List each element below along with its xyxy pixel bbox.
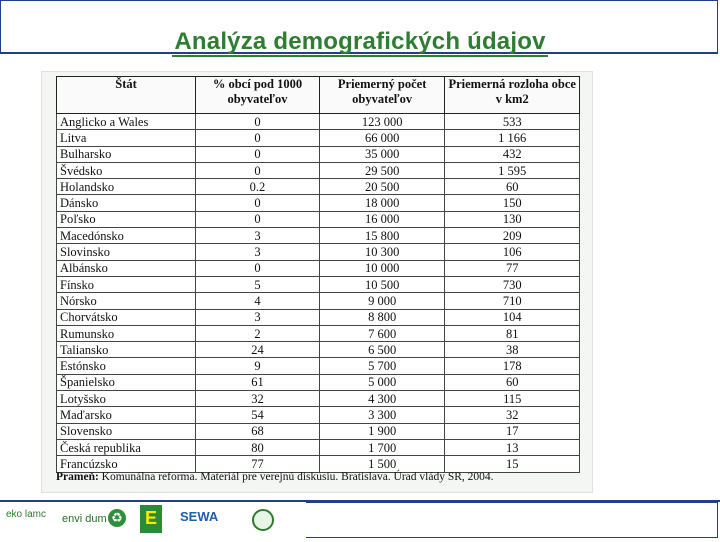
- cell-country: Rumunsko: [57, 325, 196, 341]
- cell-country: Slovinsko: [57, 244, 196, 260]
- cell-avg-area: 104: [445, 309, 580, 325]
- table-row: [57, 293, 580, 309]
- cell-country: Švédsko: [57, 162, 196, 178]
- cell-percent-small: 2: [196, 325, 320, 341]
- cell-avg-population: 123 000: [319, 114, 445, 130]
- cell-country: Anglicko a Wales: [57, 114, 196, 130]
- cell-avg-area: 60: [445, 374, 580, 390]
- envidum-logo: envi dum: [62, 513, 107, 525]
- table-header-row: [57, 77, 580, 114]
- cell-avg-population: 10 500: [319, 276, 445, 292]
- table-row: [57, 179, 580, 195]
- table-row: [57, 130, 580, 146]
- table-row: [57, 374, 580, 390]
- cell-avg-population: 7 600: [319, 325, 445, 341]
- cell-percent-small: 0: [196, 195, 320, 211]
- table-row: [57, 309, 580, 325]
- table-row: [57, 358, 580, 374]
- table-row: [57, 211, 580, 227]
- cell-country: Dánsko: [57, 195, 196, 211]
- cell-avg-area: 115: [445, 391, 580, 407]
- table-row: [57, 439, 580, 455]
- cell-percent-small: 3: [196, 228, 320, 244]
- table-row: [57, 456, 580, 472]
- cell-avg-area: 60: [445, 179, 580, 195]
- header-avg-area: Priemerná rozloha obce v km2: [445, 77, 580, 114]
- cell-country: Fínsko: [57, 276, 196, 292]
- source-label: Prameň:: [56, 471, 99, 483]
- cell-avg-population: 16 000: [319, 211, 445, 227]
- cell-avg-area: 106: [445, 244, 580, 260]
- cell-country: Estónsko: [57, 358, 196, 374]
- cell-avg-area: 533: [445, 114, 580, 130]
- cell-country: Francúzsko: [57, 456, 196, 472]
- cell-avg-area: 178: [445, 358, 580, 374]
- cell-percent-small: 80: [196, 439, 320, 455]
- cell-avg-population: 1 500: [319, 456, 445, 472]
- cell-avg-population: 5 700: [319, 358, 445, 374]
- cell-avg-population: 15 800: [319, 228, 445, 244]
- cell-country: Chorvátsko: [57, 309, 196, 325]
- table-row: [57, 146, 580, 162]
- cell-avg-population: 8 800: [319, 309, 445, 325]
- cell-avg-area: 15: [445, 456, 580, 472]
- cell-avg-area: 1 166: [445, 130, 580, 146]
- cell-country: Bulharsko: [57, 146, 196, 162]
- table-row: [57, 391, 580, 407]
- cell-country: Poľsko: [57, 211, 196, 227]
- footer-frame: [306, 502, 718, 538]
- table-row: [57, 195, 580, 211]
- source-text: Komunálna reforma. Materiál pre verejnú diskusiu. Bratislava. Úrad vlády SR, 2004.: [98, 471, 494, 483]
- cell-avg-area: 13: [445, 439, 580, 455]
- ekolamc-logo: eko lamc: [6, 509, 47, 520]
- cell-percent-small: 4: [196, 293, 320, 309]
- cell-avg-population: 4 300: [319, 391, 445, 407]
- header-avg-population: Priemerný počet obyvateľov: [319, 77, 445, 114]
- cell-avg-area: 432: [445, 146, 580, 162]
- demographic-table: [56, 76, 580, 473]
- cell-percent-small: 61: [196, 374, 320, 390]
- cell-avg-population: 10 300: [319, 244, 445, 260]
- cell-avg-area: 150: [445, 195, 580, 211]
- cell-percent-small: 0: [196, 162, 320, 178]
- cell-country: Španielsko: [57, 374, 196, 390]
- cell-avg-population: 9 000: [319, 293, 445, 309]
- cell-percent-small: 0.2: [196, 179, 320, 195]
- cell-percent-small: 68: [196, 423, 320, 439]
- cell-avg-area: 710: [445, 293, 580, 309]
- table-image: [42, 72, 592, 492]
- cell-country: Slovensko: [57, 423, 196, 439]
- cell-percent-small: 0: [196, 146, 320, 162]
- cell-avg-population: 35 000: [319, 146, 445, 162]
- recycle-icon: ♻: [108, 509, 126, 527]
- table-row: [57, 325, 580, 341]
- cell-avg-population: 66 000: [319, 130, 445, 146]
- cell-percent-small: 0: [196, 114, 320, 130]
- cell-avg-population: 6 500: [319, 342, 445, 358]
- cell-country: Česká republika: [57, 439, 196, 455]
- table-row: [57, 228, 580, 244]
- cell-percent-small: 3: [196, 309, 320, 325]
- table-row: [57, 407, 580, 423]
- source-note: [56, 471, 580, 483]
- cell-avg-area: 1 595: [445, 162, 580, 178]
- cell-avg-area: 209: [445, 228, 580, 244]
- table-body: [57, 114, 580, 473]
- cell-percent-small: 32: [196, 391, 320, 407]
- cell-avg-area: 81: [445, 325, 580, 341]
- cell-country: Macedónsko: [57, 228, 196, 244]
- cell-avg-area: 17: [445, 423, 580, 439]
- cell-avg-area: 77: [445, 260, 580, 276]
- cell-country: Nórsko: [57, 293, 196, 309]
- cell-percent-small: 24: [196, 342, 320, 358]
- cell-avg-population: 5 000: [319, 374, 445, 390]
- cell-avg-population: 18 000: [319, 195, 445, 211]
- cell-avg-population: 20 500: [319, 179, 445, 195]
- cell-country: Maďarsko: [57, 407, 196, 423]
- table-row: [57, 244, 580, 260]
- header-country: Štát: [57, 77, 196, 114]
- cell-avg-area: 130: [445, 211, 580, 227]
- cell-avg-population: 1 900: [319, 423, 445, 439]
- cell-avg-area: 730: [445, 276, 580, 292]
- table-row: [57, 342, 580, 358]
- cell-avg-area: 38: [445, 342, 580, 358]
- cell-percent-small: 3: [196, 244, 320, 260]
- cell-percent-small: 5: [196, 276, 320, 292]
- cell-country: Litva: [57, 130, 196, 146]
- cell-country: Lotyšsko: [57, 391, 196, 407]
- slide-title: Analýza demografických údajov: [174, 28, 546, 55]
- cell-country: Albánsko: [57, 260, 196, 276]
- cell-avg-population: 3 300: [319, 407, 445, 423]
- table-row: [57, 114, 580, 130]
- round-emblem-icon: [252, 509, 274, 531]
- cell-percent-small: 0: [196, 260, 320, 276]
- cell-avg-area: 32: [445, 407, 580, 423]
- cell-percent-small: 54: [196, 407, 320, 423]
- sewa-logo: SEWA: [180, 509, 219, 524]
- cell-percent-small: 9: [196, 358, 320, 374]
- table-row: [57, 276, 580, 292]
- cell-country: Holandsko: [57, 179, 196, 195]
- cell-percent-small: 0: [196, 130, 320, 146]
- cell-country: Taliansko: [57, 342, 196, 358]
- cell-avg-population: 1 700: [319, 439, 445, 455]
- cell-avg-population: 29 500: [319, 162, 445, 178]
- cell-percent-small: 0: [196, 211, 320, 227]
- e-logo: E: [140, 505, 162, 533]
- table-row: [57, 260, 580, 276]
- header-percent-small: % obcí pod 1000 obyvateľov: [196, 77, 320, 114]
- cell-avg-population: 10 000: [319, 260, 445, 276]
- table-row: [57, 162, 580, 178]
- cell-percent-small: 77: [196, 456, 320, 472]
- table-row: [57, 423, 580, 439]
